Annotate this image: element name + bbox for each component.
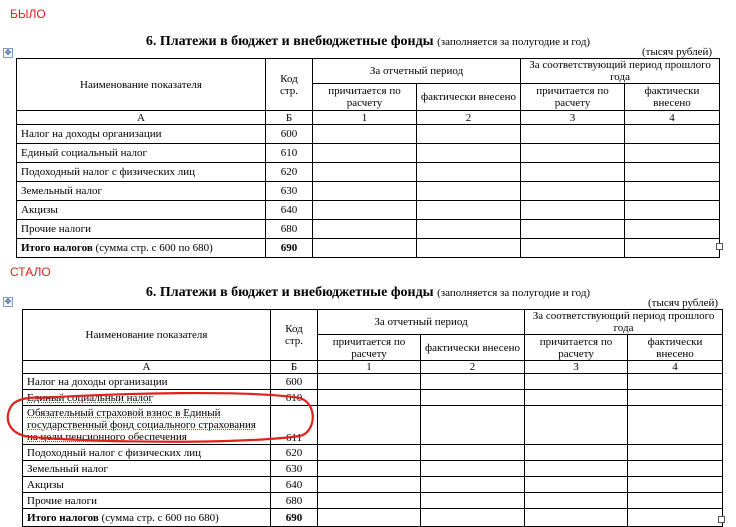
value-cell[interactable]	[521, 182, 625, 201]
before-units: (тысяч рублей)	[642, 46, 713, 58]
index-cell: 2	[417, 111, 521, 125]
value-cell[interactable]	[625, 144, 720, 163]
table-row	[17, 125, 720, 144]
value-cell[interactable]	[628, 477, 723, 493]
table-move-handle-icon[interactable]: ✥	[4, 297, 12, 306]
table-row	[17, 220, 720, 239]
value-cell[interactable]	[628, 509, 723, 527]
after-label: СТАЛО	[10, 265, 51, 279]
value-cell[interactable]	[521, 163, 625, 182]
value-cell[interactable]	[313, 182, 417, 201]
header-current-period: За отчетный период	[318, 310, 525, 335]
table-move-handle-icon[interactable]: ✥	[4, 48, 12, 57]
after-table	[22, 309, 723, 527]
value-cell[interactable]	[421, 445, 525, 461]
value-cell[interactable]	[521, 125, 625, 144]
header-name: Наименование показателя	[23, 310, 271, 361]
index-cell: Б	[271, 361, 318, 374]
value-cell[interactable]	[628, 445, 723, 461]
row-code: 630	[266, 182, 313, 201]
value-cell[interactable]	[625, 163, 720, 182]
value-cell[interactable]	[417, 163, 521, 182]
value-cell[interactable]	[318, 477, 421, 493]
total-row	[23, 509, 723, 527]
value-cell[interactable]	[417, 220, 521, 239]
after-units: (тысяч рублей)	[648, 297, 719, 309]
table-row	[23, 390, 723, 406]
row-code: 620	[271, 445, 318, 461]
value-cell[interactable]	[318, 493, 421, 509]
row-code: 680	[271, 493, 318, 509]
value-cell[interactable]	[313, 163, 417, 182]
value-cell[interactable]	[525, 461, 628, 477]
index-cell: 1	[313, 111, 417, 125]
value-cell[interactable]	[521, 239, 625, 258]
value-cell[interactable]	[525, 445, 628, 461]
after-title: 6. Платежи в бюджет и внебюджетные фонды (заполняется за полугодие и год)	[145, 285, 591, 300]
row-name: Подоходный налог с физических лиц	[17, 163, 266, 182]
header-previous-period: За соответствующий период прошлого года	[525, 310, 723, 335]
row-code: 620	[266, 163, 313, 182]
value-cell[interactable]	[417, 144, 521, 163]
index-cell: Б	[266, 111, 313, 125]
value-cell[interactable]	[421, 461, 525, 477]
row-code: 640	[271, 477, 318, 493]
table-row	[23, 461, 723, 477]
table-row	[23, 445, 723, 461]
value-cell[interactable]	[521, 201, 625, 220]
table-row	[17, 163, 720, 182]
header-paid: фактически внесено	[625, 84, 720, 111]
table-row	[23, 374, 723, 390]
new-row-name: Обязательный страховой взнос в Единый государственный фонд социального страхования на цели пенсионного обеспечения	[23, 406, 271, 445]
new-table-row	[23, 406, 723, 445]
total-name: Итого налогов (сумма стр. с 600 по 680)	[23, 509, 271, 527]
row-name: Налог на доходы организации	[17, 125, 266, 144]
value-cell[interactable]	[421, 406, 525, 445]
value-cell[interactable]	[318, 461, 421, 477]
value-cell[interactable]	[625, 220, 720, 239]
table-row	[17, 182, 720, 201]
row-name: Налог на доходы организации	[23, 374, 271, 390]
value-cell[interactable]	[421, 509, 525, 527]
value-cell[interactable]	[318, 445, 421, 461]
table-row	[17, 201, 720, 220]
row-code: 630	[271, 461, 318, 477]
value-cell[interactable]	[521, 220, 625, 239]
row-name: Земельный налог	[23, 461, 271, 477]
value-cell[interactable]	[313, 125, 417, 144]
table-resize-handle[interactable]	[718, 516, 725, 523]
value-cell[interactable]	[625, 201, 720, 220]
row-name: Прочие налоги	[17, 220, 266, 239]
index-cell: 1	[318, 361, 421, 374]
header-name: Наименование показателя	[17, 59, 266, 111]
value-cell[interactable]	[318, 509, 421, 527]
index-cell: 3	[521, 111, 625, 125]
row-name: Единый социальный налог	[17, 144, 266, 163]
header-previous-period: За соответствующий период прошлого года	[521, 59, 720, 84]
index-cell: 2	[421, 361, 525, 374]
header-due: причитается по расчету	[521, 84, 625, 111]
value-cell[interactable]	[318, 390, 421, 406]
index-cell: 4	[628, 361, 723, 374]
total-code: 690	[271, 509, 318, 527]
table-row	[23, 493, 723, 509]
value-cell[interactable]	[313, 220, 417, 239]
value-cell[interactable]	[417, 125, 521, 144]
value-cell[interactable]	[628, 390, 723, 406]
value-cell[interactable]	[525, 493, 628, 509]
header-paid: фактически внесено	[628, 335, 723, 361]
table-row	[17, 144, 720, 163]
header-due: причитается по расчету	[313, 84, 417, 111]
row-code: 610	[271, 390, 318, 406]
header-code: Код стр.	[271, 310, 318, 361]
value-cell[interactable]	[525, 374, 628, 390]
total-name: Итого налогов (сумма стр. с 600 по 680)	[17, 239, 266, 258]
header-current-period: За отчетный период	[313, 59, 521, 84]
value-cell[interactable]	[313, 144, 417, 163]
row-name: Акцизы	[17, 201, 266, 220]
value-cell[interactable]	[628, 493, 723, 509]
header-paid: фактически внесено	[421, 335, 525, 361]
row-code: 600	[271, 374, 318, 390]
row-name: Прочие налоги	[23, 493, 271, 509]
index-cell: А	[17, 111, 266, 125]
index-cell: А	[23, 361, 271, 374]
row-name: Земельный налог	[17, 182, 266, 201]
value-cell[interactable]	[417, 201, 521, 220]
value-cell[interactable]	[628, 461, 723, 477]
before-label: БЫЛО	[10, 7, 46, 21]
row-code: 600	[266, 125, 313, 144]
header-due: причитается по расчету	[318, 335, 421, 361]
total-code: 690	[266, 239, 313, 258]
header-due: причитается по расчету	[525, 335, 628, 361]
total-row	[17, 239, 720, 258]
value-cell[interactable]	[421, 390, 525, 406]
table-resize-handle[interactable]	[716, 243, 723, 250]
row-code: 680	[266, 220, 313, 239]
before-table	[16, 58, 720, 258]
value-cell[interactable]	[628, 374, 723, 390]
value-cell[interactable]	[421, 477, 525, 493]
row-name: Подоходный налог с физических лиц	[23, 445, 271, 461]
value-cell[interactable]	[525, 390, 628, 406]
value-cell[interactable]	[625, 182, 720, 201]
index-cell: 4	[625, 111, 720, 125]
value-cell[interactable]	[421, 374, 525, 390]
value-cell[interactable]	[525, 509, 628, 527]
row-name: Единый социальный налог	[23, 390, 271, 406]
table-row	[23, 477, 723, 493]
index-cell: 3	[525, 361, 628, 374]
new-row-code: 611	[271, 406, 318, 445]
row-name: Акцизы	[23, 477, 271, 493]
value-cell[interactable]	[313, 201, 417, 220]
value-cell[interactable]	[625, 125, 720, 144]
value-cell[interactable]	[318, 406, 421, 445]
value-cell[interactable]	[525, 477, 628, 493]
value-cell[interactable]	[417, 182, 521, 201]
value-cell[interactable]	[525, 406, 628, 445]
value-cell[interactable]	[318, 374, 421, 390]
header-code: Код стр.	[266, 59, 313, 111]
value-cell[interactable]	[417, 239, 521, 258]
value-cell[interactable]	[628, 406, 723, 445]
row-code: 610	[266, 144, 313, 163]
value-cell[interactable]	[521, 144, 625, 163]
value-cell[interactable]	[421, 493, 525, 509]
value-cell[interactable]	[625, 239, 720, 258]
row-code: 640	[266, 201, 313, 220]
header-paid: фактически внесено	[417, 84, 521, 111]
value-cell[interactable]	[313, 239, 417, 258]
before-title: 6. Платежи в бюджет и внебюджетные фонды (заполняется за полугодие и год)	[145, 34, 591, 49]
